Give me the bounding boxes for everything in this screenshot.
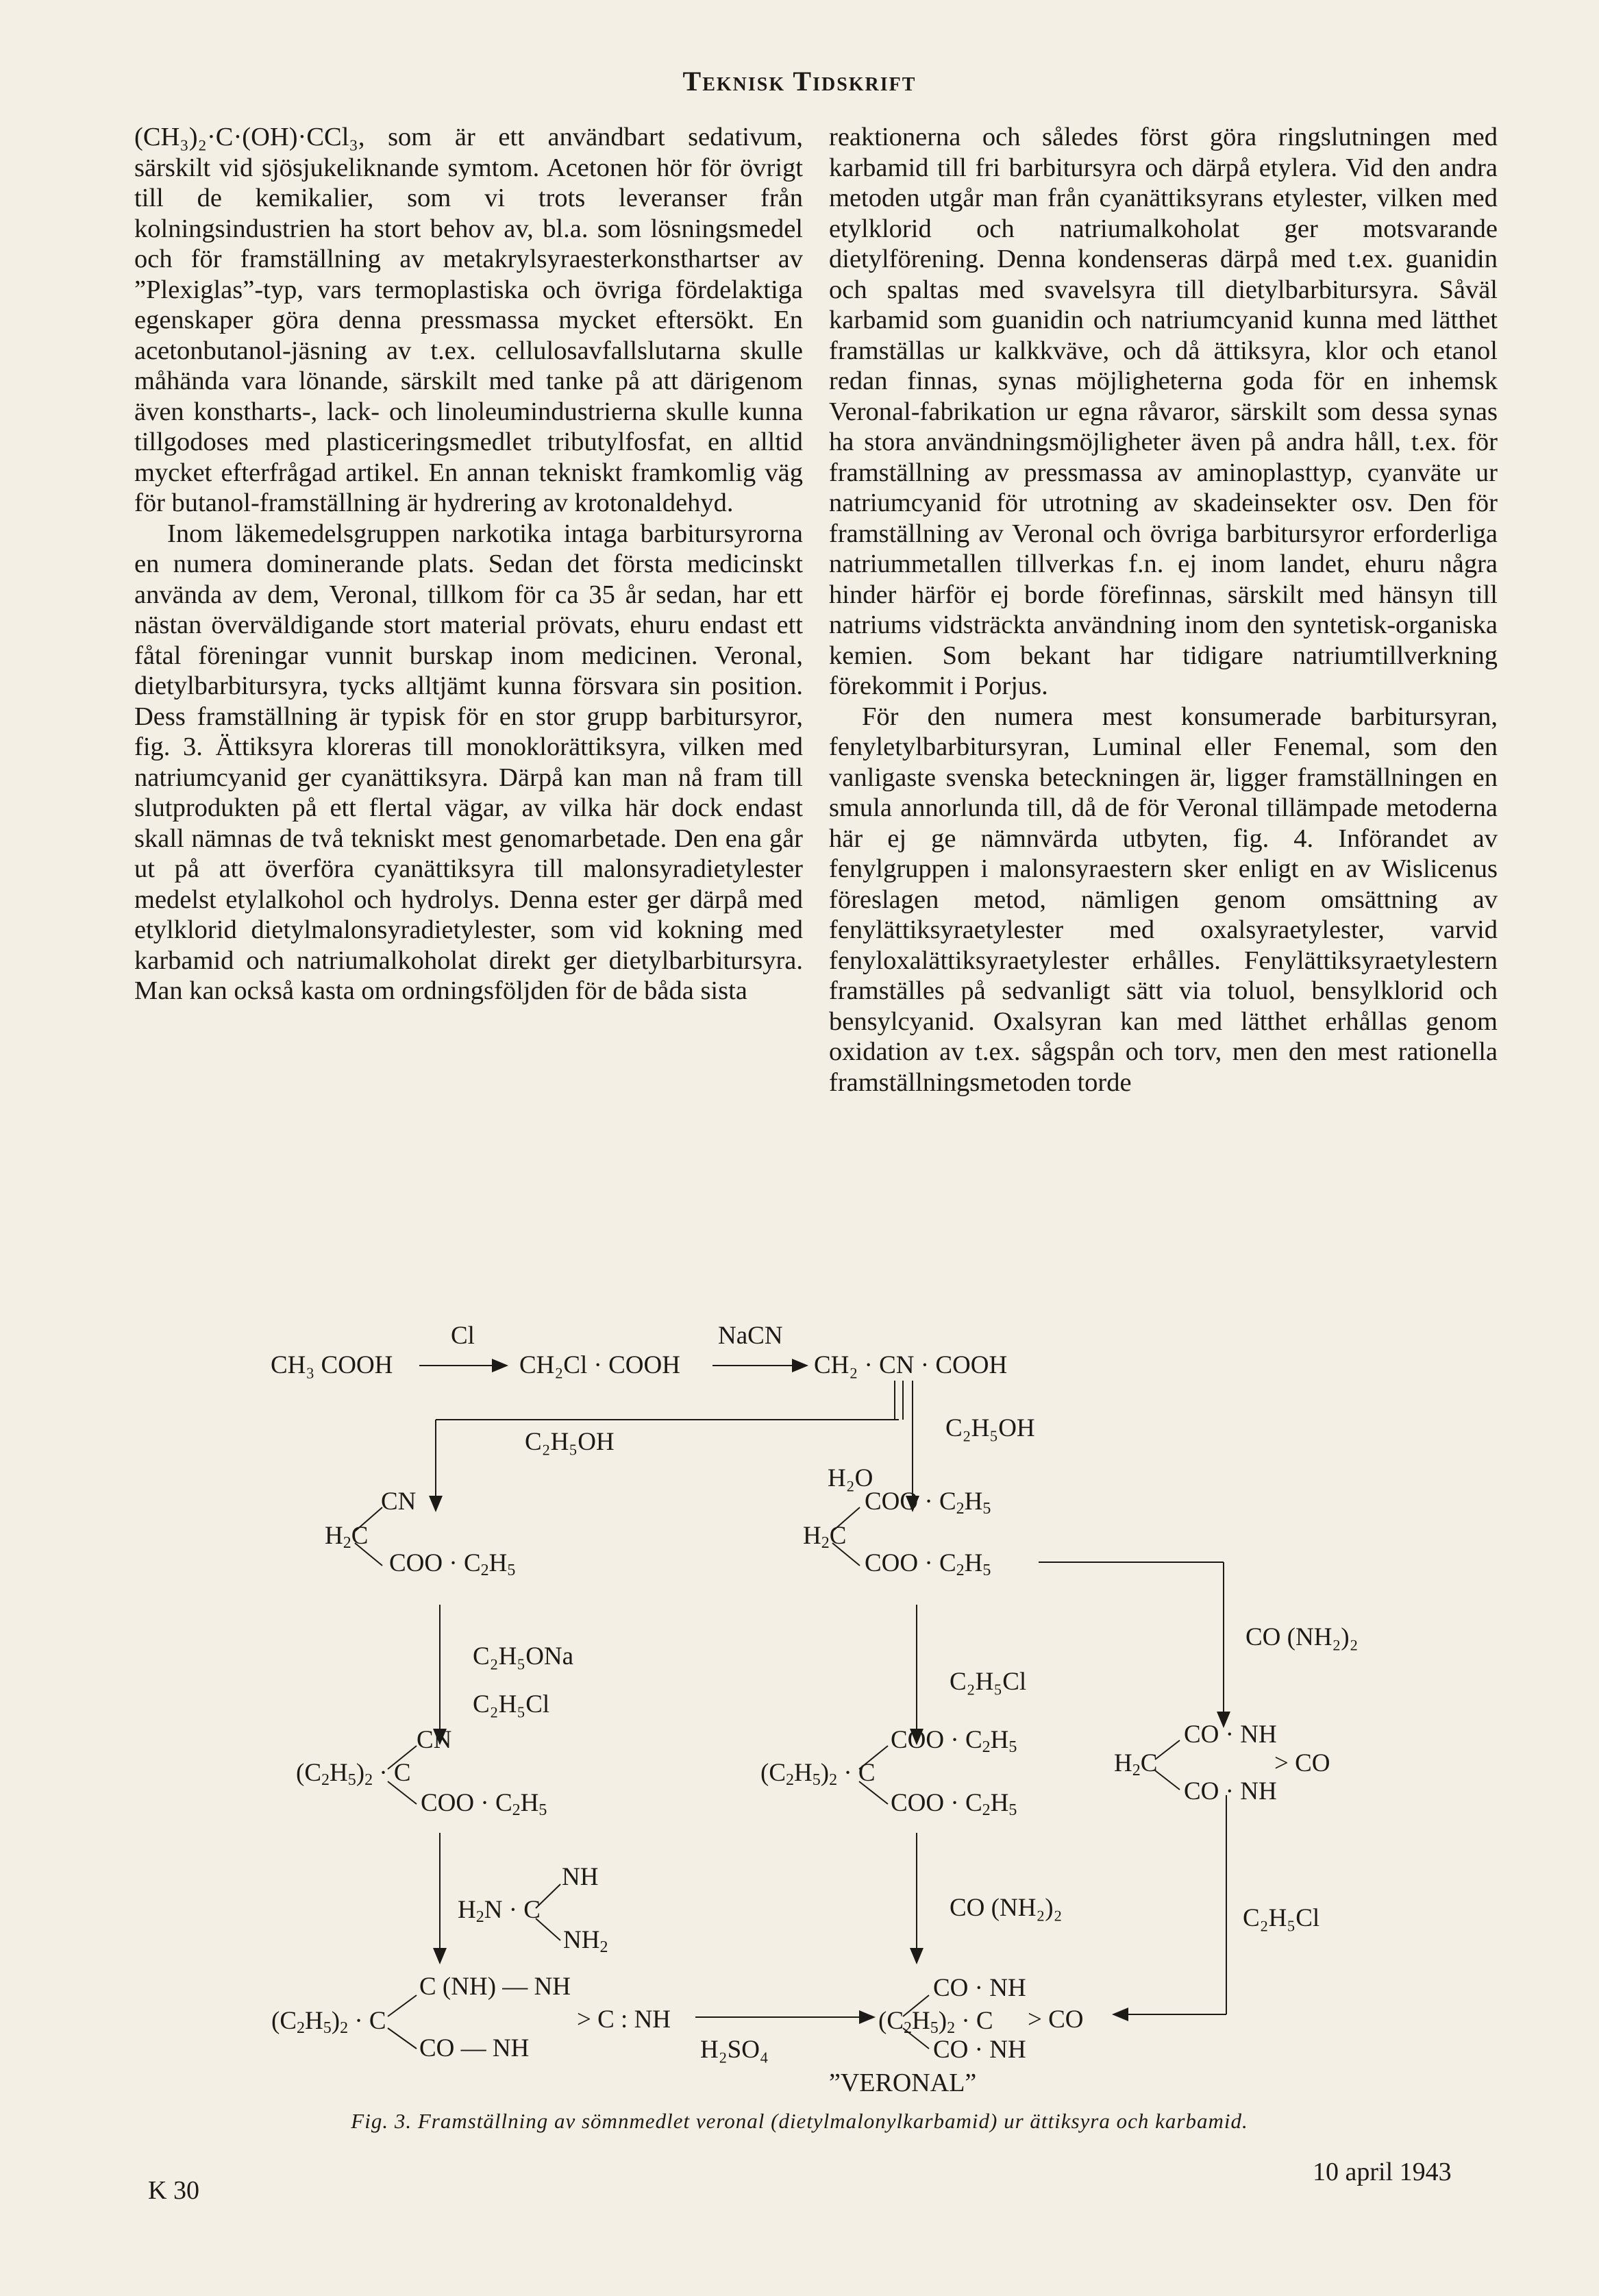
ester-group: COO · $C_2H_5$ bbox=[389, 1549, 516, 1579]
reagent-urea-top: CO (NH₂)₂ bbox=[1245, 1623, 1359, 1651]
reagent-urea-middle: CO (NH₂)₂ bbox=[950, 1894, 1063, 1922]
diethyl-carbon: $(C_2H_5)_2 \cdot C$ bbox=[760, 1759, 876, 1789]
chloroacetic-acid: CH₂Cl · COOH bbox=[519, 1351, 680, 1379]
co-nh-group: CO — NH bbox=[419, 2034, 530, 2062]
guanidine-carbon: $H_2N \cdot C$ bbox=[458, 1896, 541, 1926]
ch2-carbon: $H_2C$ bbox=[803, 1522, 847, 1552]
ch2-carbon: $H_2C$ bbox=[1114, 1749, 1158, 1779]
reagent-sulfuric-acid: H₂SO₄ bbox=[700, 2036, 769, 2064]
imine-group: > C : NH bbox=[577, 2005, 671, 2034]
reagent-water: H₂O bbox=[828, 1464, 873, 1492]
acetic-acid: CH₃ COOH bbox=[271, 1351, 393, 1379]
reagent-ethyl-chloride-middle: C₂H₅Cl bbox=[950, 1668, 1027, 1696]
nh2-group: $NH_2$ bbox=[563, 1926, 608, 1956]
paragraph: (CH₃)₂·C·(OH)·CCl₃, som är ett användbart sedativum, särskilt vid sjösjukeliknande symtom. Acetonen hör för övrigt till de kemikalier, som vi trots leveranser från kolningsindustrien ha stort behov av, bl.a. som lösningsmedel och för framställning av metakrylsyraesterkonsthartser av ”Plexiglas”-typ, vars termoplastiska och övriga fördelaktiga egenskaper göra denna pressmassa mycket eftersökt. En acetonbutanol-jäsning av t.ex. cellulosavfallslutarna skulle måhända vara lönande, särskilt med tanke på att därigenom även konstharts-, lack- och linoleumindustrierna skulle kunna tillgodoses med plasticeringsmedlet tributylfosfat, en alltid mycket efterfrågad artikel. En annan tekniskt framkomlig väg för butanol-framställning är hydrering av krotonaldehyd. bbox=[134, 123, 803, 517]
diethyl-carbon: $(C_2H_5)_2 \cdot C$ bbox=[271, 2007, 386, 2037]
reagent-ethyl-chloride-right: C₂H₅Cl bbox=[1243, 1904, 1320, 1932]
paragraph: Inom läkemedelsgruppen narkotika intaga barbitursyrorna en numera dominerande plats. Sedan det första medicinskt använda av dem, Veronal, tillkom för ca 35 år sedan, har ett nästan överväldigande stort material prövats, ehuru endast ett fåtal föreningar vunnit burskap inom medicinen. Veronal, dietylbarbitursyra, tycks alltjämt kunna försvara sin position. Dess framställning är typisk för en stor grupp barbitursyror, fig. 3. Ättiksyra kloreras till monoklorättiksyra, vilken med natriumcyanid ger cyanättiksyra. Därpå kan man nå fram till slutprodukten på ett flertal vägar, av vilka här dock endast skall nämnas de två tekniskt mest genomarbetade. Den ena går ut på att överföra cyanättiksyra till malonsyradietylester medelst etylalkohol och hydrolys. Denna ester ger därpå med etylklorid dietylmalonsyradietylester, som vid kokning med karbamid och natriumalkoholat direkt ger dietylbarbitursyra. Man kan också kasta om ordningsföljden för de båda sista bbox=[134, 519, 803, 1005]
paragraph: För den numera mest konsumerade barbitursyran, fenyletylbarbitursyran, Luminal eller Fenemal, som den vanligaste svenska beteckningen är, ligger framställningen en smula annorlunda till, då de för Veronal tillämpade metoderna här ej ge nämnvärda utbyten, fig. 4. Införandet av fenylgruppen i malonsyraestern sker enligt en av Wislicenus föreslagen metod, nämligen genom omsättning av fenylättiksyraetylester med oxalsyraetylester, varvid fenyloxalättiksyraetylester erhålles. Fenylättiksyraetylestern framställes på sedvanligt sätt via toluol, bensylklorid och bensylcyanid. Oxalsyran kan med lätthet erhållas genom oxidation av t.ex. sågspån och torv, men den mest rationella framställningsmetoden torde bbox=[829, 702, 1498, 1097]
diethyl-carbon: $(C_2H_5)_2 \cdot C$ bbox=[296, 1759, 411, 1789]
c-nh-group: C (NH) — NH bbox=[419, 1973, 571, 2001]
diethyl-carbon: $(C_2H_5)_2 \cdot C$ bbox=[878, 2007, 993, 2037]
cn-group: CN bbox=[381, 1488, 417, 1516]
page-label: K 30 bbox=[148, 2176, 199, 2205]
cn-group: CN bbox=[417, 1726, 452, 1754]
reagent-ethyl-chloride-left: C₂H₅Cl bbox=[473, 1690, 550, 1718]
co-nh-group: CO · NH bbox=[933, 2036, 1026, 2064]
reagent-chlorine: Cl bbox=[451, 1322, 475, 1350]
reagent-sodium-ethoxide: C₂H₅ONa bbox=[473, 1642, 574, 1670]
reagent-ethanol-left: C₂H₅OH bbox=[525, 1428, 615, 1456]
ch2-carbon: $H_2C$ bbox=[325, 1522, 369, 1552]
ester-group: COO · $C_2H_5$ bbox=[865, 1488, 991, 1518]
reagent-ethanol-right: C₂H₅OH bbox=[945, 1414, 1035, 1442]
reaction-arrows bbox=[0, 1302, 1599, 2172]
ester-group: COO · $C_2H_5$ bbox=[891, 1789, 1017, 1819]
paragraph: reaktionerna och således först göra ringslutningen med karbamid till fri barbitursyra och därpå etylera. Vid den andra metoden utgår man från cyanättiksyrans etylester, vilken med etylklorid och natriumalkoholat ger motsvarande dietylförening. Denna kondenseras därpå med t.ex. guanidin och spaltas med svavelsyra till dietylbarbitursyra. Såväl karbamid som guanidin och natriumcyanid kunna med lätthet framställas ur kalkkväve, och då ättiksyra, klor och etanol redan finnas, synas möjligheterna goda för en inhemsk Veronal-fabrikation ur egna råvaror, särskilt som dessa synas ha stora användningsmöjligheter även på andra håll, t.ex. för framställning av pressmassa av aminoplasttyp, cyanväte ur natriumcyanid för utrotning av skadeinsekter osv. Den för framställning av Veronal och övriga barbitursyror erforderliga natriummetallen tillverkas f.n. ej inom landet, ehuru några hinder härför ej borde förefinnas, särskilt med hänsyn till natriums vidsträckta användning inom den syntetisk-organiska kemien. Som bekant har tidigare natriumtillverkning förekommit i Porjus. bbox=[829, 123, 1498, 700]
veronal-label: ”VERONAL” bbox=[829, 2069, 977, 2097]
ester-group: COO · $C_2H_5$ bbox=[891, 1726, 1017, 1756]
journal-header: Teknisk Tidskrift bbox=[682, 66, 917, 97]
reaction-scheme-figure bbox=[0, 1302, 1599, 2172]
co-nh-group: CO · NH bbox=[933, 1974, 1026, 2002]
cyanoacetic-acid: CH₂ · CN · COOH bbox=[814, 1351, 1008, 1379]
reagent-sodium-cyanide: NaCN bbox=[718, 1322, 783, 1350]
co-nh-group: CO · NH bbox=[1184, 1720, 1277, 1749]
issue-date: 10 april 1943 bbox=[1313, 2158, 1452, 2186]
figure-caption: Fig. 3. Framställning av sömnmedlet veronal (dietylmalonylkarbamid) ur ättiksyra och karbamid. bbox=[351, 2109, 1248, 2133]
right-column bbox=[829, 122, 1498, 1098]
left-column bbox=[134, 122, 803, 1007]
ester-group: COO · $C_2H_5$ bbox=[865, 1549, 991, 1579]
co-nh-group: CO · NH bbox=[1184, 1777, 1277, 1805]
carbonyl-group: > CO bbox=[1028, 2005, 1084, 2034]
nh-group: NH bbox=[562, 1863, 599, 1891]
ester-group: COO · $C_2H_5$ bbox=[421, 1789, 547, 1819]
carbonyl-group: > CO bbox=[1274, 1749, 1330, 1777]
